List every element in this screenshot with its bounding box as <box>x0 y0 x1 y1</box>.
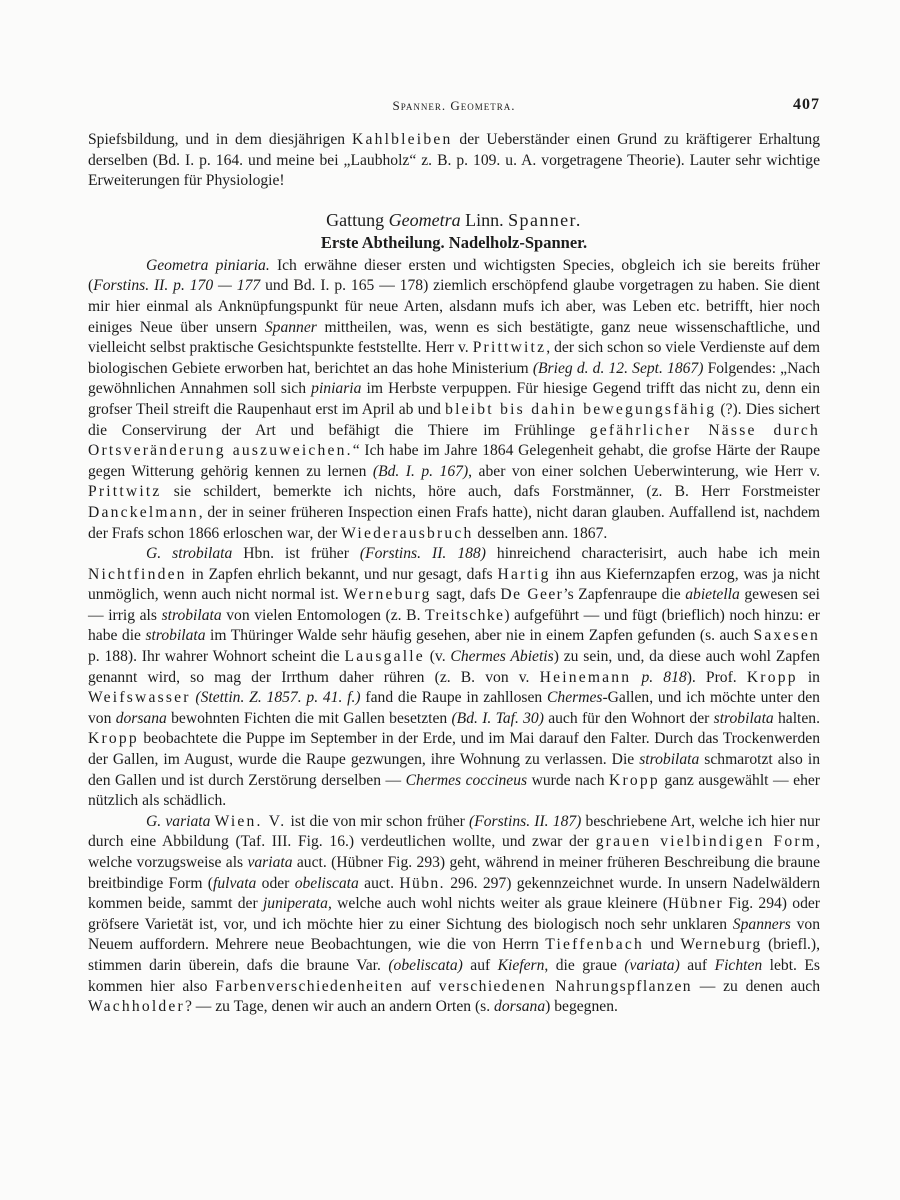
paragraph-variata: G. variata Wien. V. ist die von mir schon früher (Forstins. II. 187) beschriebene Art, welche ich hier nur durch eine Abbildung (Taf. III. Fig. 16.) verdeutlichen wollte, und zwar der grauen vielbindigen Form, welche vorzugsweise als variata auct. (Hübner Fig. 293) geht, während in meiner früheren Beschreibung die braune breitbindige Form (fulvata oder obeliscata auct. Hübn. 296. 297) gekennzeichnet wurde. In unsern Nadelwäldern kommen beide, sammt der juniperata, welche auch wohl nichts weiter als graue kleinere (Hübner Fig. 294) oder gröfsere Varietät ist, vor, und ich möchte hier zu einer Sichtung des biologisch noch sehr unklaren Spanners von Neuem auffordern. Mehrere neue Beobachtungen, wie die von Herrn Tieffenbach und Werneburg (briefl.), stimmen darin überein, dafs die braune Var. (obeliscata) auf Kiefern, die graue (variata) auf Fichten lebt. Es kommen hier also Farbenverschiedenheiten auf verschiedenen Nahrungspflanzen — zu denen auch Wachholder? — zu Tage, denen wir auch an andern Orten (s. dorsana) begegnen. <box>88 812 821 1016</box>
running-title: Spanner. Geometra. <box>392 98 516 113</box>
page-number: 407 <box>793 96 820 113</box>
running-header <box>88 98 820 120</box>
genus-heading: Gattung Geometra Linn. Spanner. <box>326 209 582 230</box>
intro-paragraph: Spiefsbildung, und in dem diesjährigen Kahlbleiben der Ueberständer einen Grund zu kräftigerer Erhaltung derselben (Bd. I. p. 164. und meine bei „Laubholz“ z. B. p. 109. u. A. vorgetragene Theorie). Lauter sehr wichtige Erweiterungen für Physiologie! <box>88 131 820 190</box>
book-page <box>88 98 820 1018</box>
section-subheading: Erste Abtheilung. Nadelholz-Spanner. <box>320 232 588 252</box>
paragraph-strobilata: G. strobilata Hbn. ist früher (Forstins. II. 188) hinreichend characterisirt, auch habe ich mein Nichtfinden in Zapfen ehrlich bekannt, und nur gesagt, dafs Hartig ihn aus Kiefernzapfen erzog, was ja nicht unmöglich, wenn auch nicht normal ist. Werneburg sagt, dafs De Geer’s Zapfenraupe die abietella gewesen sei — irrig als strobilata von vielen Entomologen (z. B. Treitschke) aufgeführt — und fügt (brieflich) noch hinzu: er habe die strobilata im Thüringer Walde sehr häufig gesehen, aber nie in einem Zapfen gefunden (s. auch Saxesen p. 188). Ihr wahrer Wohnort scheint die Lausgalle (v. Chermes Abietis) zu sein, und, da diese auch wohl Zapfen genannt wird, so mag der Irrthum daher rühren (z. B. von v. Heinemann p. 818). Prof. Kropp in Weifswasser (Stettin. Z. 1857. p. 41. f.) fand die Raupe in zahllosen Chermes-Gallen, und ich möchte unter den von dorsana bewohnten Fichten die mit Gallen besetzten (Bd. I. Taf. 30) auch für den Wohnort der strobilata halten. Kropp beobachtete die Puppe im September in der Erde, und im Mai darauf den Falter. Durch das Trockenwerden der Gallen, im August, wurde die Raupe gezwungen, ihre Wohnung zu verlassen. Die strobilata schmarotzt also in den Gallen und ist durch Zerstörung derselben — Chermes coccineus wurde nach Kropp ganz ausgewählt — eher nützlich als schädlich. <box>88 545 820 810</box>
paragraph-piniaria: Geometra piniaria. Ich erwähne dieser ersten und wichtigsten Species, obgleich ich sie bereits früher (Forstins. II. p. 170 — 177 und Bd. I. p. 165 — 178) ziemlich erschöpfend glaube vorgetragen zu haben. Sie dient mir hier einmal als Anknüpfungspunkt für neue Arten, alsdann mufs ich aber, was Leben etc. betrifft, hier noch einiges Neue über unsern Spanner mittheilen, was, wenn es sich bestätigte, ganz neue wissenschaftliche, und vielleicht selbst praktische Gesichtspunkte feststellte. Herr v. Prittwitz, der sich schon so viele Verdienste auf dem biologischen Gebiete erworben hat, berichtet an das hohe Ministerium (Brieg d. d. 12. Sept. 1867) Folgendes: „Nach gewöhnlichen Annahmen soll sich piniaria im Herbste verpuppen. Für hiesige Gegend trifft das nicht zu, denn ein grofser Theil streift die Raupenhaut erst im April ab und bleibt bis dahin bewegungsfähig (?). Dies sichert die Conservirung der Art und befähigt die Thiere im Frühlinge gefährlicher Nässe durch Ortsveränderung auszuweichen.“ Ich habe im Jahre 1864 Gelegenheit gehabt, die grofse Härte der Raupe gegen Witterung gehörig kennen zu lernen (Bd. I. p. 167), aber von einer solchen Ueberwinterung, wie Herr v. Prittwitz sie schildert, bemerkte ich nichts, höre auch, dafs Forstmänner, (z. B. Herr Forstmeister Danckelmann, der in seiner früheren Inspection einen Frafs hatte), nicht daran glauben. Auffallend ist, nachdem der Frafs schon 1866 erloschen war, der Wiederausbruch desselben ann. 1867. <box>88 256 821 542</box>
